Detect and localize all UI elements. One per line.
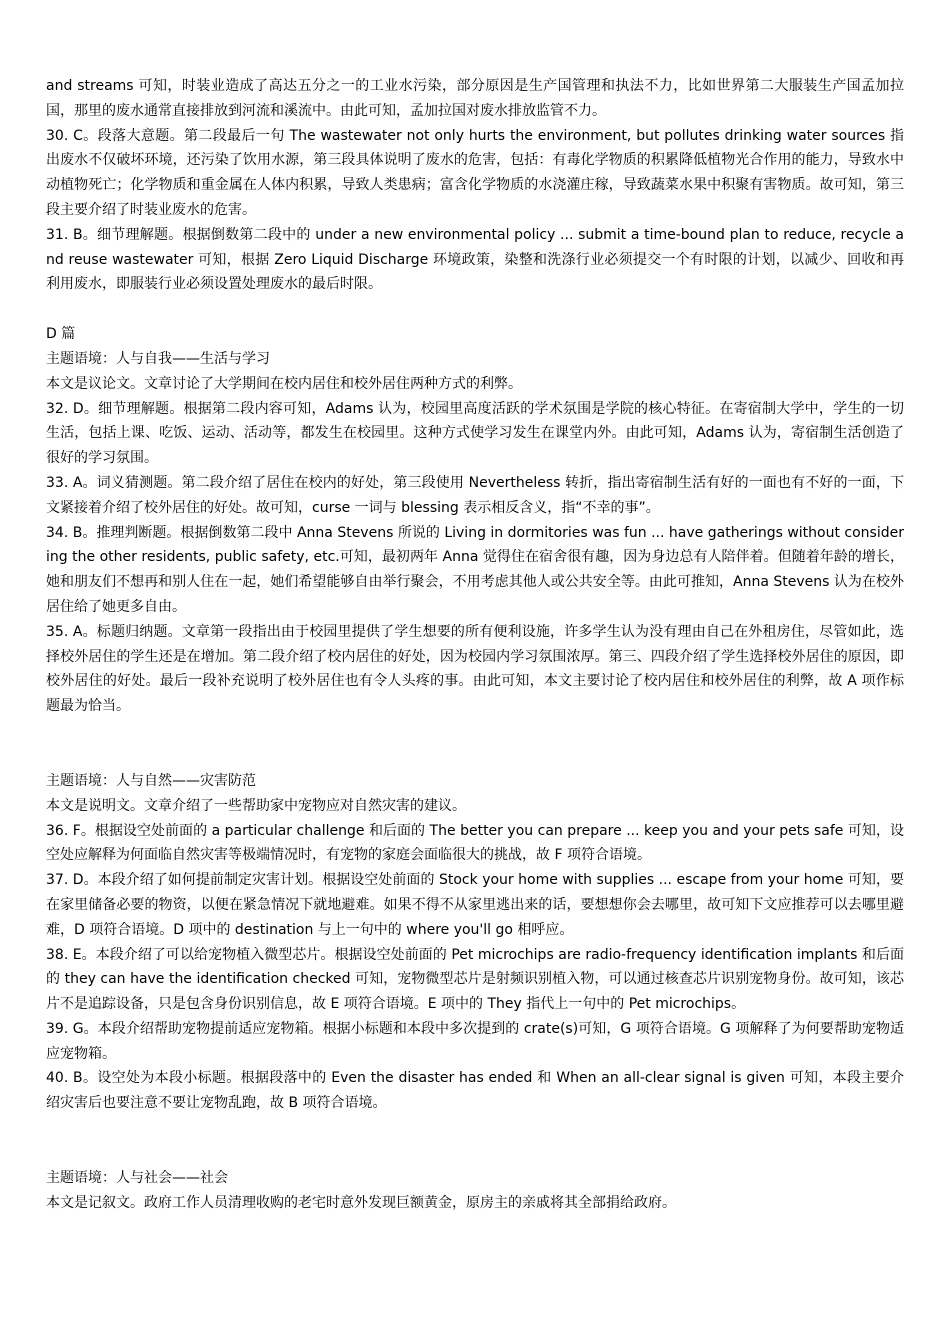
answer-40: 40. B。设空处为本段小标题。根据段落中的 Even the disaster has ended 和 When an all‑clear signal is given 可知，本段主要介绍灾害后也要注意不要让宠物乱跑，故 B 项符合语境。 (46, 1070, 904, 1112)
answer-36: 36. F。根据设空处前面的 a particular challenge 和后面的 The better you can prepare ... keep you and your pets safe 可知，设空处应解释为何面临自然灾害等极端情况时，有宠物的家庭会面临很大的挑战，故 F 项符合语境。 (46, 822, 904, 864)
answer-35: 35. A。标题归纳题。文章第一段指出由于校园里提供了学生想要的所有便利设施，许多学生认为没有理由自己在外租房住，尽管如此，选择校外居住的学生还是在增加。第二段介绍了校内居住的好处，因为校园内学习氛围浓厚。第三、四段介绍了学生选择校外居住的原因，即校外居住的好处。最后一段补充说明了校外居住也有令人头疼的事。由此可知，本文主要讨论了校内居住和校外居住的利弊，故 A 项作标题最为恰当。 (46, 623, 904, 715)
section-spacer (46, 719, 904, 769)
answer-39: 39. G。本段介绍帮助宠物提前适应宠物箱。根据小标题和本段中多次提到的 crate(s)可知，G 项符合语境。G 项解释了为何要帮助宠物适应宠物箱。 (46, 1020, 904, 1062)
section-e-theme: 主题语境：人与自然——灾害防范 (46, 772, 256, 789)
section-spacer (46, 297, 904, 322)
section-d-theme: 主题语境：人与自我——生活与学习 (46, 350, 270, 367)
answer-37: 37. D。本段介绍了如何提前制定灾害计划。根据设空处前面的 Stock your home with supplies ... escape from your home 可知，要在家里储备必要的物资，以便在紧急情况下就地避难。如果不得不从家里逃出来的话，要想想你会去哪里，故可知下文应推荐可以去哪里避难，D 项符合语境。D 项中的 destination 与上一句中的 where you'll go 相呼应。 (46, 872, 904, 938)
answer-38: 38. E。本段介绍了可以给宠物植入微型芯片。根据设空处前面的 Pet microchips are radio‑frequency identification implants 和后面的 they can have the identification checked 可知，宠物微型芯片是射频识别植入物，可以通过核查芯片识别宠物身份。故可知，该芯片不是追踪设备，只是包含身份识别信息，故 E 项符合语境。E 项中的 They 指代上一句中的 Pet microchips。 (46, 946, 904, 1013)
section-f-summary: 本文是记叙文。政府工作人员清理收购的老宅时意外发现巨额黄金，原房主的亲戚将其全部捐给政府。 (46, 1194, 676, 1211)
section-d-title: D 篇 (46, 326, 76, 343)
section-e-summary: 本文是说明文。文章介绍了一些帮助家中宠物应对自然灾害的建议。 (46, 797, 466, 814)
answer-33: 33. A。词义猜测题。第二段介绍了居住在校内的好处，第三段使用 Nevertheless 转折，指出寄宿制生活有好的一面也有不好的一面，下文紧接着介绍了校外居住的好处。故可知，curse 一词与 blessing 表示相反含义，指“不幸的事”。 (46, 474, 904, 516)
answer-31: 31. B。细节理解题。根据倒数第二段中的 under a new environmental policy ... submit a time‑bound plan to reduce, recycle and reuse wastewater 可知，根据 Zero Liquid Discharge 环境政策，染整和洗涤行业必须提交一个有时限的计划，以减少、回收和再利用废水，即服装行业必须设置处理废水的最后时限。 (46, 226, 904, 293)
answer-34: 34. B。推理判断题。根据倒数第二段中 Anna Stevens 所说的 Living in dormitories was fun ... have gatherings without considering the other residents, public safety, etc.可知，最初两年 Anna 觉得住在宿舍很有趣，因为身边总有人陪伴着。但随着年龄的增长，她和朋友们不想再和别人住在一起，她们希望能够自由举行聚会，不用考虑其他人或公共安全等。由此可推知，Anna Stevens 认为在校外居住给了她更多自由。 (46, 524, 904, 615)
passage-c-tail: and streams 可知，时装业造成了高达五分之一的工业水污染，部分原因是生产国管理和执法不力，比如世界第二大服装生产国孟加拉国，那里的废水通常直接排放到河流和溪流中。由此可知，孟加拉国对废水排放监管不力。 (46, 78, 904, 119)
section-f-theme: 主题语境：人与社会——社会 (46, 1170, 228, 1187)
section-d-summary: 本文是议论文。文章讨论了大学期间在校内居住和校外居住两种方式的利弊。 (46, 375, 522, 392)
answer-30: 30. C。段落大意题。第二段最后一句 The wastewater not only hurts the environment, but pollutes drinking water sources 指出废水不仅破坏环境，还污染了饮用水源，第三段具体说明了废水的危害，包括：有毒化学物质的积累降低植物光合作用的能力，导致水中动植物死亡；化学物质和重金属在人体内积累，导致人类患病；富含化学物质的水浇灌庄稼，导致蔬菜水果中积聚有害物质。故可知，第三段主要介绍了时装业废水的危害。 (46, 127, 904, 218)
answer-32: 32. D。细节理解题。根据第二段内容可知，Adams 认为，校园里高度活跃的学术氛围是学院的核心特征。在寄宿制大学中，学生的一切生活，包括上课、吃饭、运动、活动等，都发生在校园里。这种方式使学习发生在课堂内外。由此可知，Adams 认为，寄宿制生活创造了很好的学习氛围。 (46, 400, 904, 467)
section-spacer (46, 1116, 904, 1166)
